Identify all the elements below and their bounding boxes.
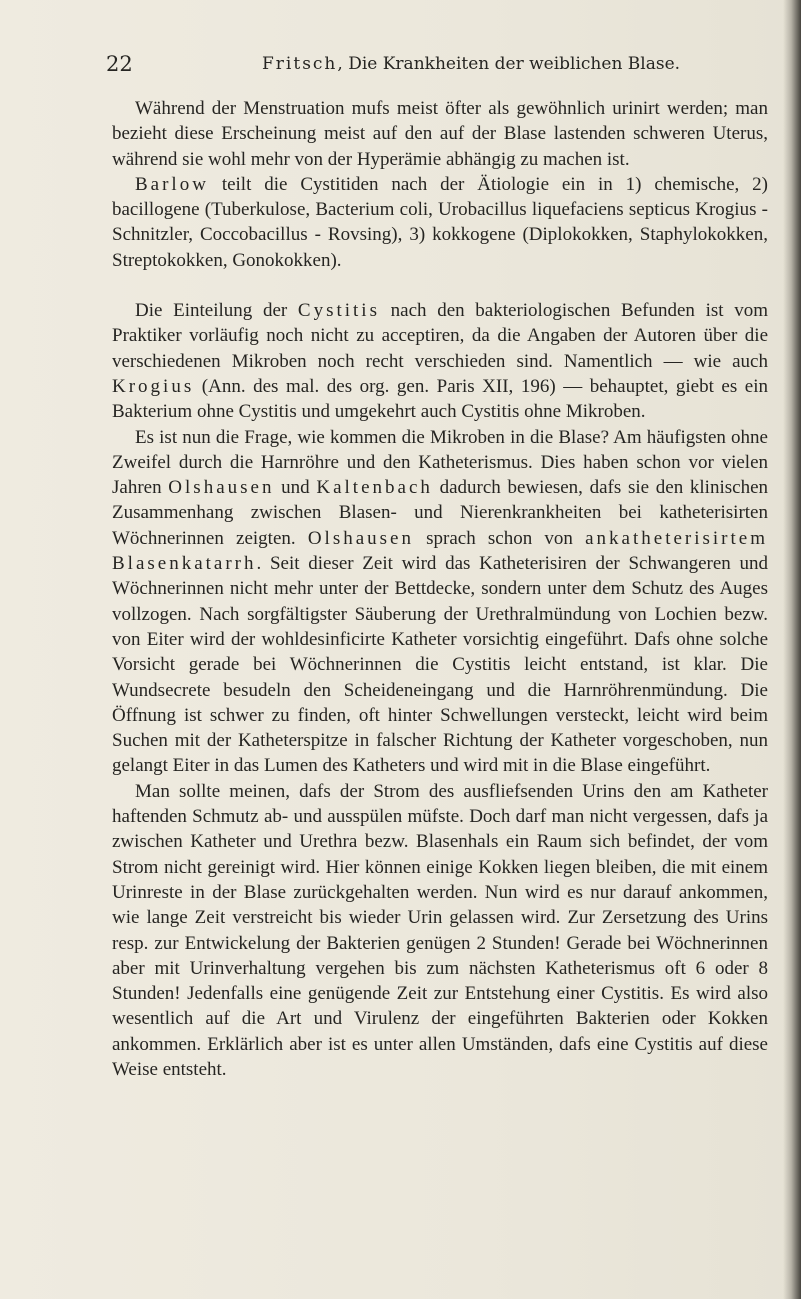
paragraph-urine-flow: Man sollte meinen, dafs der Strom des ausfliefsenden Urins den am Katheter haftenden Schmutz ab- und ausspülen müfste. Doch darf man nicht vergessen, dafs ja zwischen Katheter und Urethra bezw. Blasenhals ein Raum sich befindet, der vom Strom nicht gereinigt wird. Hier können einige Kokken liegen bleiben, die mit einem Urinreste in der Blase zurückgehalten werden. Nun wird es nur darauf ankommen, wie lange Zeit verstreicht bis wieder Urin gelassen wird. Zur Zersetzung des Urins resp. zur Entwickelung der Bakterien genügen 2 Stunden! Gerade bei Wöchnerinnen aber mit Urinverhaltung vergehen bis zum nächsten Katheterismus oft 6 oder 8 Stunden! Jedenfalls eine genügende Zeit zur Entstehung einer Cystitis. Es wird also wesentlich auf die Art und Virulenz der eingeführten Bakterien oder Kokken ankommen. Erklärlich aber ist es unter allen Umständen, dafs eine Cystitis auf diese Weise entsteht. — [112, 780, 768, 1080]
body-text — [112, 96, 768, 1082]
paragraph-text: . Seit dieser Zeit wird das Katheterisiren der Schwangeren und Wöchnerinnen nicht mehr unter der Bettdecke, sondern unter dem Schutz des Auges vollzogen. Nach sorgfältigster Säuberung der Urethralmündung von Lochien bezw. von Eiter wird der wohldesinficirte Katheter vorsichtig eingeführt. Dafs ohne solche Vorsicht gerade bei Wöchnerinnen die Cystitis leicht entstand, ist klar. Die Wundsecrete besudeln den Scheideneingang und die Harnröhrenmündung. Die Öffnung ist schwer zu finden, oft hinter Schwellungen versteckt, leicht wird beim Suchen mit der Katheterspitze in falscher Richtung der Katheter vorgeschoben, nun gelangt Eiter in das Lumen des Katheters und wird mit in die Blase eingeführt. — [112, 553, 768, 777]
author-name: Olshausen — [168, 477, 275, 499]
page-number: 22 — [106, 52, 133, 76]
paragraph-text: sprach schon von — [413, 527, 586, 549]
emphasized-term: ankatheterisirtem Blasenkatarrh — [112, 527, 768, 575]
author-name: Krogius — [112, 375, 195, 397]
running-title-text: , Die Krankheiten der weiblichen Blase. — [337, 54, 681, 74]
author-name: Kaltenbach — [316, 477, 433, 499]
running-title — [262, 54, 680, 74]
page-header — [106, 52, 766, 80]
paragraph-text: teilt die Cystitiden nach der Ätiologie ein in 1) chemische, 2) bacillogene (Tuberkulose, Bacterium coli, Urobacillus liquefaciens septicus Krogius - Schnitzler, Coccobacillus - Rovsing), 3) kokkogene (Diplokokken, Staphylokokken, Streptokokken, Gonokokken). — [112, 173, 768, 271]
paragraph-classification — [112, 298, 768, 424]
paragraph-menstruation: Während der Menstruation mufs meist öfter als gewöhnlich urinirt werden; man bezieht diese Erscheinung meist auf den auf der Blase lastenden schweren Uterus, während sie wohl mehr von der Hyperämie abhängig zu machen ist. — [112, 98, 768, 170]
page-edge-shadow — [783, 0, 801, 1299]
paragraph-text: nach den bakteriologischen Befunden ist vom Praktiker vorläufig noch nicht zu acceptiren, da die Angaben der Autoren über die verschiedenen Mikroben noch recht verschieden sind. Namentlich — wie auch — [112, 300, 768, 372]
paragraph-text: Es ist nun die Frage, wie kommen die Mikroben in die Blase? Am häufigsten ohne Zweifel durch die Harnröhre und den Katheterismus. Dies haben schon vor vielen Jahren — [112, 426, 768, 499]
paragraph-catheterism — [112, 425, 768, 779]
paragraph-text: und — [274, 477, 317, 499]
running-title-author: Fritsch — [262, 54, 338, 74]
paragraph-text: dadurch bewiesen, dafs sie den klinischen Zusammenhang zwischen Blasen- und Nierenkrankheiten bei katheterisirten Wöchnerinnen zeigten. — [112, 477, 768, 549]
paragraph-text: Die Einteilung der — [135, 300, 298, 322]
author-name: Barlow — [135, 173, 209, 195]
paragraph-barlow — [112, 172, 768, 273]
emphasized-term: Cystitis — [297, 300, 380, 322]
author-name: Olshausen — [307, 527, 414, 549]
paragraph-text: (Ann. des mal. des org. gen. Paris XII, 196) — behauptet, giebt es ein Bakterium ohne Cystitis und umgekehrt auch Cystitis ohne Mikroben. — [112, 375, 768, 423]
